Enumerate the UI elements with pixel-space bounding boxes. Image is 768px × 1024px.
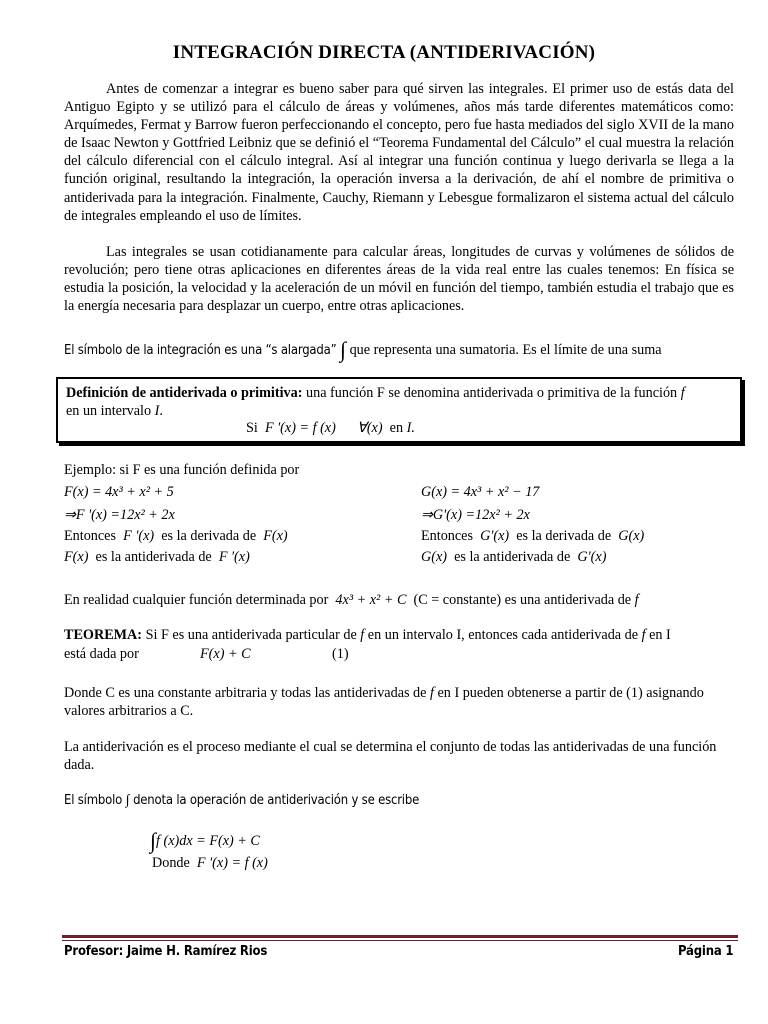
definition-interval: I [154, 403, 160, 419]
example-g-derivative: ⇒G'(x) =12x² + 2x [421, 507, 530, 523]
footer-page-number: Página 1 [678, 944, 734, 959]
example-intro: Ejemplo: si F es una función definida por [64, 462, 300, 478]
footer-divider [62, 935, 738, 938]
donde-c-text-b: en I pueden obtenerse a partir de (1) asignando valores arbitrarios a C. [64, 685, 704, 720]
example-f-x-2: F(x) [64, 549, 89, 565]
general-text-a: En realidad cualquier función determinada por [64, 592, 329, 608]
definition-label: Definición de antiderivada o primitiva: [66, 385, 303, 401]
definition-si: Si [246, 420, 258, 436]
definition-period: . [159, 403, 163, 419]
theorem-label: TEOREMA: [64, 627, 143, 643]
symbol2-text-a: El símbolo [64, 793, 123, 808]
example-f-function: F(x) = 4x³ + x² + 5 [64, 484, 174, 500]
example-g-function: G(x) = 4x³ + x² − 17 [421, 484, 540, 500]
formula-condition [152, 855, 268, 872]
antiderivative-symbol-icon: ∫ [125, 792, 130, 808]
integral-formula [150, 828, 260, 854]
page-title: INTEGRACIÓN DIRECTA (ANTIDERIVACIÓN) [172, 42, 596, 63]
example-g-prime-2: G'(x) [577, 549, 607, 565]
theorem-text-1: Si F es una antiderivada particular de [142, 627, 361, 643]
example-g-x-2: G(x) [421, 549, 447, 565]
symbol-line-suffix: que representa una sumatoria. Es el límite de una suma [349, 342, 662, 358]
symbol-line [64, 337, 662, 363]
example-g-entonces-word: Entonces [421, 528, 474, 544]
definition-forall: ∀(x) [357, 420, 383, 436]
definition-text [66, 384, 734, 420]
example-g-antiderivada [421, 549, 606, 566]
symbol2-text-b: denota la operación de antiderivación y se escribe [133, 793, 420, 808]
general-antiderivative-line [64, 592, 639, 609]
theorem-equation-number: (1) [332, 646, 349, 662]
example-f-x: F(x) [263, 528, 288, 544]
footer-author: Profesor: Jaime H. Ramírez Rios [64, 944, 268, 959]
theorem-line-2: está dada por [64, 646, 139, 662]
theorem-f-2: f [641, 627, 646, 643]
general-expression: 4x³ + x² + C [335, 592, 407, 608]
example-f-entonces [64, 528, 288, 545]
symbol2-line [64, 792, 419, 809]
example-f-prime: F '(x) [123, 528, 155, 544]
donde-c-text-a: Donde C es una constante arbitraria y todas las antiderivadas de [64, 685, 430, 701]
integral-symbol-icon: ∫ [340, 337, 347, 362]
theorem-expression: F(x) + C [200, 646, 251, 662]
example-g-x: G(x) [618, 528, 645, 544]
definition-interval-end: I. [406, 420, 415, 436]
formula-condition-expr: F '(x) = f (x) [196, 855, 268, 871]
general-f: f [634, 592, 639, 608]
general-text-b: (C = constante) es una antiderivada de [413, 592, 632, 608]
symbol-line-prefix: El símbolo de la integración es una “s alargada” [64, 343, 337, 358]
example-f-prime-2: F '(x) [218, 549, 250, 565]
donde-c-f: f [430, 685, 434, 701]
donde-c-paragraph [64, 684, 734, 720]
theorem-f-1: f [360, 627, 365, 643]
definition-equation: F '(x) = f (x) [264, 420, 336, 436]
definition-equation-line [246, 420, 415, 437]
example-f-es-antiderivada: es la antiderivada de [95, 549, 212, 565]
theorem-line-1 [64, 627, 671, 644]
theorem-text-2: en un intervalo I, entonces cada antiderivada de [364, 627, 642, 643]
example-f-derivative: ⇒F '(x) =12x² + 2x [64, 507, 175, 523]
example-g-es-derivada: es la derivada de [516, 528, 612, 544]
intro-paragraph-2: Las integrales se usan cotidianamente para calcular áreas, longitudes de curvas y volúmenes de sólidos de revolución; pero tiene otras aplicaciones en diferentes áreas de la vida real entre las cuales tenemos: En física se estudia la posición, la velocidad y la aceleración de un móvil en función del tiempo, también estudia el trabajo que es la energía necesaria para desplazar un cuerpo, entre otras aplicaciones. [64, 244, 734, 315]
formula-donde: Donde [152, 855, 190, 871]
footer-divider-thin [62, 940, 738, 941]
example-g-es-antiderivada: es la antiderivada de [454, 549, 571, 565]
definition-box [56, 377, 742, 443]
example-g-prime: G'(x) [480, 528, 510, 544]
formula-integrand: f (x)dx = F(x) + C [156, 833, 260, 849]
definition-body: una función F se denomina antiderivada o primitiva de la función [302, 385, 681, 401]
intro-paragraph-1: Antes de comenzar a integrar es bueno saber para qué sirven las integrales. El primer uso de estás data del Antiguo Egipto y se utilizó para el cálculo de áreas y volúmenes, años más tarde diferentes matemáticos como: Arquímedes, Fermat y Barrow fueron perfeccionando el concepto, pero fue hasta mediados del siglo XVII de la mano de Isaac Newton y Gottfried Leibniz que se definió el “Teorema Fundamental del Cálculo” el cual muestra la relación del cálculo diferencial con el cálculo integral. Así al integrar una función continua y luego derivarla se llega a la función original, resultando la integración, la operación inversa a la derivación, de ahí el nombre de primitiva o antiderivada para la integración. Finalmente, Cauchy, Riemann y Lebesgue formalizaron el sistema actual del cálculo de integrales empleando el uso de límites. [64, 81, 734, 224]
definition-en: en [389, 420, 404, 436]
definition-line2: en un intervalo [66, 403, 155, 419]
definition-f: f [680, 385, 685, 401]
example-f-entonces-word: Entonces [64, 528, 117, 544]
example-g-entonces [421, 528, 644, 545]
antiderivation-definition: La antiderivación es el proceso mediante el cual se determina el conjunto de todas las antiderivadas de una función dada. [64, 739, 717, 774]
theorem-text-3: en I [645, 627, 671, 643]
example-f-es-derivada: es la derivada de [161, 528, 257, 544]
formula-integral-icon: ∫ [150, 828, 157, 853]
example-f-antiderivada [64, 549, 250, 566]
